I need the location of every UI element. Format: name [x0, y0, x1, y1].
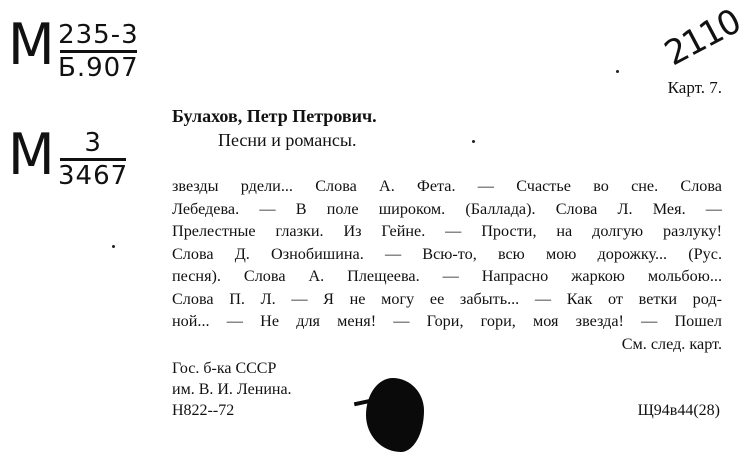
shelfmark-letter-1: М — [8, 11, 55, 78]
scan-speck — [616, 70, 619, 73]
contents-note — [172, 175, 722, 355]
library-name-cont: им. В. И. Ленина. — [172, 381, 292, 398]
shelfmark-denominator-2: 3467 — [58, 161, 129, 191]
contents-line: Слова Д. Ознобишина. — Всю-то, всю мою дорожку... (Рус. — [172, 244, 722, 263]
contents-line: ной... — Не для меня! — Гори, гори, моя звезда! — Пошел — [172, 312, 722, 330]
work-title: Песни и романсы. — [218, 130, 357, 150]
shelfmark-fraction-2 — [58, 130, 128, 189]
ink-blot — [366, 378, 424, 452]
shelfmark-letter-2: М — [8, 121, 55, 188]
contents-line: Слова П. Л. — Я не могу ее забыть... — Как от ветки род- — [172, 289, 722, 308]
contents-line: песня). Слова А. Плещеева. — Напрасно жаркою мольбою... — [172, 267, 722, 285]
see-next-card-note: См. след. карт. — [621, 334, 722, 353]
card-number: Карт. 7. — [667, 78, 722, 97]
shelfmark-fraction-1 — [58, 22, 139, 81]
library-imprint — [172, 358, 292, 421]
shelfmark-numerator-1: 235-3 — [58, 20, 139, 50]
print-code: Н822--72 — [172, 402, 235, 419]
scan-speck — [472, 140, 475, 143]
contents-line: Прелестные глазки. Из Гейне. — Прости, на долгую разлуку! — [172, 222, 722, 240]
scan-speck — [112, 245, 115, 248]
corner-handwritten-note: 2110 — [658, 1, 747, 75]
shelfmark-denominator-1: Б.907 — [58, 53, 139, 83]
shelfmark-numerator-2: 3 — [84, 128, 102, 158]
author-heading: Булахов, Петр Петрович. — [172, 106, 377, 126]
library-name: Гос. б-ка СССР — [172, 360, 277, 377]
contents-line: Лебедева. — В поле широком. (Баллада). Слова Л. Мея. — — [172, 199, 722, 218]
contents-line: звезды рдели... Слова А. Фета. — Счастье во сне. Слова — [172, 177, 722, 195]
catalog-code: Щ94в44(28) — [637, 402, 720, 419]
